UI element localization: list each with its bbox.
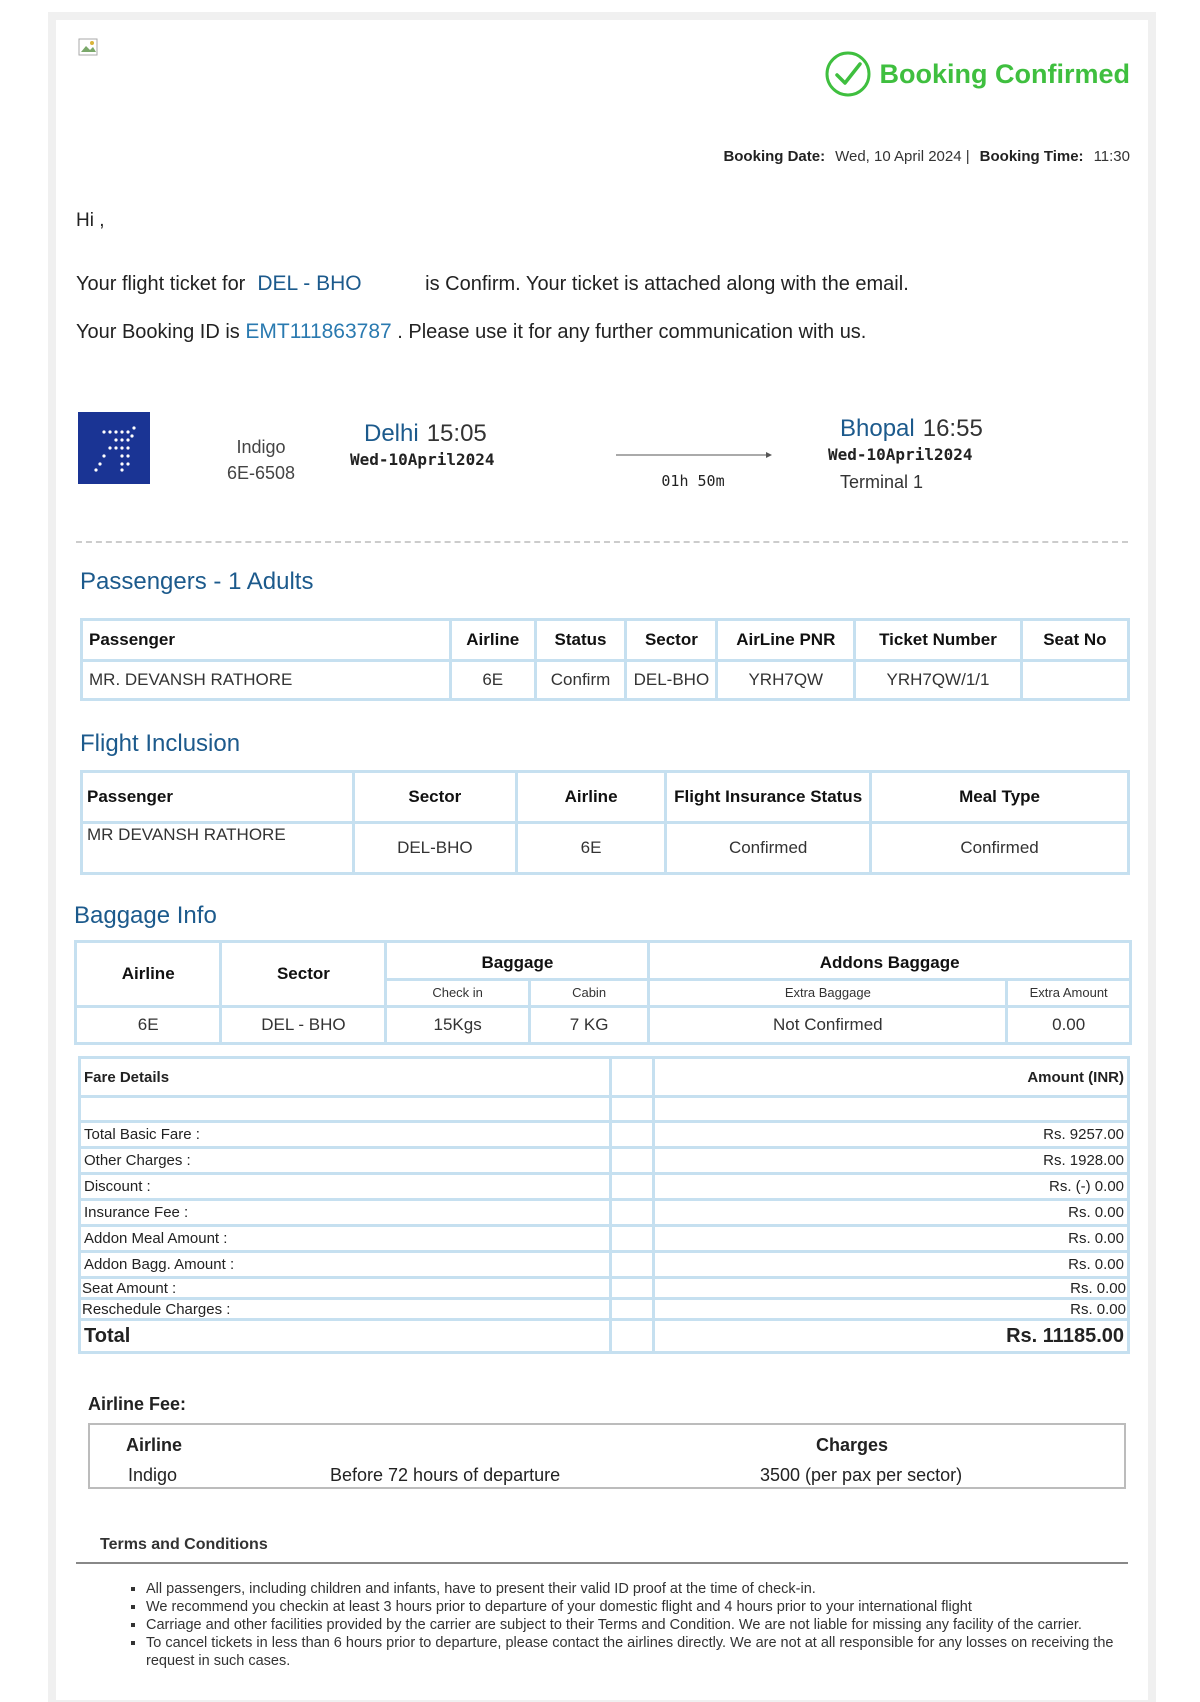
fare-label: Total Basic Fare : bbox=[81, 1123, 609, 1146]
cell-ticket: YRH7QW/1/1 bbox=[856, 662, 1020, 698]
cell-extra-amount: 0.00 bbox=[1008, 1008, 1129, 1042]
booking-time-label: Booking Time: bbox=[979, 148, 1084, 165]
fare-spacer bbox=[612, 1227, 652, 1250]
amount-title: Amount (INR) bbox=[655, 1059, 1127, 1095]
fare-table bbox=[78, 1056, 1130, 1354]
baggage-table bbox=[74, 940, 1132, 1045]
cell-passenger: MR DEVANSH RATHORE bbox=[83, 824, 352, 872]
fare-value: Rs. 0.00 bbox=[655, 1279, 1127, 1297]
col-airline-pnr: AirLine PNR bbox=[718, 621, 853, 659]
check-circle-icon bbox=[824, 50, 872, 98]
fare-row bbox=[81, 1227, 1127, 1250]
col-ticket-number: Ticket Number bbox=[856, 621, 1020, 659]
route-link[interactable]: DEL - BHO bbox=[257, 272, 362, 295]
fee-header-charges: Charges bbox=[816, 1435, 889, 1455]
line1-suffix: is Confirm. Your ticket is attached along with the email. bbox=[425, 273, 909, 295]
booking-time: 11:30 bbox=[1093, 148, 1130, 165]
fare-label: Addon Bagg. Amount : bbox=[81, 1253, 609, 1276]
cell-passenger: MR. DEVANSH RATHORE bbox=[83, 662, 449, 698]
arrival-date: Wed-10April2024 bbox=[828, 445, 973, 464]
col-airline: Airline bbox=[518, 773, 664, 821]
table-header-row bbox=[83, 621, 1127, 659]
greeting: Hi , bbox=[76, 210, 105, 231]
terms-item: ▪ To cancel tickets in less than 6 hours prior to departure, please contact the airlines directly. We are not at all responsible for any losses on receiving the request in such cases. bbox=[146, 1634, 1128, 1670]
flight-arrow-icon bbox=[616, 450, 776, 460]
arrival-block bbox=[828, 415, 983, 493]
fare-label: Reschedule Charges : bbox=[81, 1300, 609, 1318]
booking-date: Wed, 10 April 2024 | bbox=[835, 148, 970, 165]
fare-value: Rs. 9257.00 bbox=[655, 1123, 1127, 1146]
booking-id-link[interactable]: EMT111863787 bbox=[245, 320, 392, 343]
cell-insurance: Confirmed bbox=[667, 824, 869, 872]
blank-cell bbox=[612, 1098, 652, 1120]
fare-row bbox=[81, 1123, 1127, 1146]
fare-row bbox=[81, 1149, 1127, 1172]
cell-airline: 6E bbox=[77, 1008, 219, 1042]
col-sector: Sector bbox=[222, 943, 384, 1005]
fee-airline: Indigo bbox=[128, 1465, 178, 1485]
fee-condition: Before 72 hours of departure bbox=[330, 1465, 561, 1485]
cell-airline: 6E bbox=[518, 824, 664, 872]
fare-label: Discount : bbox=[81, 1175, 609, 1198]
fare-value: Rs. 0.00 bbox=[655, 1227, 1127, 1250]
cell-sector: DEL-BHO bbox=[627, 662, 715, 698]
fare-row bbox=[81, 1175, 1127, 1198]
flight-duration: 01h 50m bbox=[661, 472, 725, 490]
airline-name: Indigo bbox=[236, 437, 286, 457]
booking-status-text: Booking Confirmed bbox=[879, 58, 1130, 89]
total-value: Rs. 11185.00 bbox=[655, 1321, 1127, 1351]
table-row bbox=[77, 1008, 1129, 1042]
terms-item: ▪ All passengers, including children and infants, have to present their valid ID proof at the time of check-in. bbox=[146, 1580, 1128, 1598]
passengers-title: Passengers - 1 Adults bbox=[80, 568, 314, 595]
line2-prefix: Your Booking ID is bbox=[76, 321, 240, 343]
fare-spacer bbox=[612, 1123, 652, 1146]
col-seat-no: Seat No bbox=[1023, 621, 1127, 659]
fare-blank-row bbox=[81, 1098, 1127, 1120]
fare-spacer bbox=[612, 1279, 652, 1297]
cell-seat bbox=[1023, 662, 1127, 698]
col-checkin: Check in bbox=[387, 981, 527, 1005]
fare-title: Fare Details bbox=[81, 1059, 609, 1095]
fare-spacer bbox=[612, 1201, 652, 1224]
blank-cell bbox=[81, 1098, 609, 1120]
departure-block bbox=[350, 420, 495, 469]
blank-cell bbox=[655, 1098, 1127, 1120]
table-row bbox=[83, 824, 1127, 872]
fare-label: Seat Amount : bbox=[81, 1279, 609, 1297]
terms-list bbox=[130, 1580, 1128, 1670]
col-addons: Addons Baggage bbox=[650, 943, 1129, 978]
cell-meal: Confirmed bbox=[872, 824, 1127, 872]
line1-prefix: Your flight ticket for bbox=[76, 273, 246, 295]
cell-checkin: 15Kgs bbox=[387, 1008, 527, 1042]
flight-number: 6E-6508 bbox=[226, 463, 296, 483]
arrival-time: 16:55 bbox=[922, 415, 983, 442]
fare-spacer bbox=[612, 1321, 652, 1351]
fare-spacer bbox=[612, 1175, 652, 1198]
fare-value: Rs. 1928.00 bbox=[655, 1149, 1127, 1172]
airline-fee-box bbox=[88, 1423, 1126, 1489]
col-airline: Airline bbox=[452, 621, 534, 659]
cell-status: Confirm bbox=[537, 662, 625, 698]
col-extra-baggage: Extra Baggage bbox=[650, 981, 1005, 1005]
departure-date: Wed-10April2024 bbox=[350, 450, 495, 469]
fare-row bbox=[81, 1279, 1127, 1297]
terms-item: ▪ We recommend you checkin at least 3 hours prior to departure of your domestic flight and 4 hours prior to your international flight bbox=[146, 1598, 1128, 1616]
col-meal: Meal Type bbox=[872, 773, 1127, 821]
terms-divider bbox=[76, 1562, 1128, 1564]
col-extra-amount: Extra Amount bbox=[1008, 981, 1129, 1005]
fare-value: Rs. (-) 0.00 bbox=[655, 1175, 1127, 1198]
fare-total-row bbox=[81, 1321, 1127, 1351]
booking-meta bbox=[723, 148, 1130, 165]
passengers-table bbox=[80, 618, 1130, 701]
cell-pnr: YRH7QW bbox=[718, 662, 853, 698]
broken-image-icon bbox=[78, 38, 102, 60]
airline-fee-label: Airline Fee: bbox=[88, 1394, 187, 1414]
departure-time: 15:05 bbox=[426, 420, 487, 447]
col-cabin: Cabin bbox=[531, 981, 648, 1005]
confirmation-line bbox=[76, 272, 909, 296]
booking-status bbox=[824, 50, 1131, 98]
cell-airline: 6E bbox=[452, 662, 534, 698]
cell-extra-baggage: Not Confirmed bbox=[650, 1008, 1005, 1042]
section-divider bbox=[76, 541, 1128, 543]
fare-label: Addon Meal Amount : bbox=[81, 1227, 609, 1250]
fare-header-row bbox=[81, 1059, 1127, 1095]
cell-sector: DEL - BHO bbox=[222, 1008, 384, 1042]
page-background bbox=[48, 12, 1156, 1702]
col-status: Status bbox=[537, 621, 625, 659]
arrival-terminal: Terminal 1 bbox=[840, 472, 924, 492]
col-passenger: Passenger bbox=[83, 621, 449, 659]
fare-row bbox=[81, 1201, 1127, 1224]
arrival-city: Bhopal bbox=[840, 415, 915, 442]
terms-item: ▪ Carriage and other facilities provided by the carrier are subject to their Terms and Condition. We are not liable for missing any facility of the carrier. bbox=[146, 1616, 1128, 1634]
inclusion-table bbox=[80, 770, 1130, 875]
col-airline: Airline bbox=[77, 943, 219, 1005]
fare-value: Rs. 0.00 bbox=[655, 1300, 1127, 1318]
baggage-title: Baggage Info bbox=[74, 902, 217, 929]
ticket-card bbox=[56, 20, 1148, 1700]
col-passenger: Passenger bbox=[83, 773, 352, 821]
fare-spacer bbox=[612, 1149, 652, 1172]
col-insurance: Flight Insurance Status bbox=[667, 773, 869, 821]
col-sector: Sector bbox=[627, 621, 715, 659]
fare-row bbox=[81, 1253, 1127, 1276]
terms-title: Terms and Conditions bbox=[100, 1536, 268, 1553]
booking-id-line bbox=[76, 320, 866, 344]
cell-cabin: 7 KG bbox=[531, 1008, 648, 1042]
table-header-row bbox=[83, 773, 1127, 821]
col-baggage: Baggage bbox=[387, 943, 647, 978]
fare-label: Other Charges : bbox=[81, 1149, 609, 1172]
fare-spacer bbox=[612, 1253, 652, 1276]
fare-value: Rs. 0.00 bbox=[655, 1201, 1127, 1224]
total-label: Total bbox=[81, 1321, 609, 1351]
fare-value: Rs. 0.00 bbox=[655, 1253, 1127, 1276]
booking-date-label: Booking Date: bbox=[723, 148, 826, 165]
fare-row bbox=[81, 1300, 1127, 1318]
fare-spacer bbox=[612, 1300, 652, 1318]
col-sector: Sector bbox=[355, 773, 515, 821]
line2-suffix: . Please use it for any further communication with us. bbox=[397, 321, 867, 343]
fee-charges: 3500 (per pax per sector) bbox=[760, 1465, 963, 1485]
departure-city: Delhi bbox=[364, 420, 419, 447]
indigo-logo bbox=[78, 412, 150, 484]
table-row bbox=[83, 662, 1127, 698]
fare-spacer bbox=[612, 1059, 652, 1095]
airline-info bbox=[211, 434, 311, 486]
table-header-row bbox=[77, 943, 1129, 978]
cell-sector: DEL-BHO bbox=[355, 824, 515, 872]
inclusion-title: Flight Inclusion bbox=[80, 730, 241, 757]
fare-label: Insurance Fee : bbox=[81, 1201, 609, 1224]
fee-header-airline: Airline bbox=[126, 1435, 183, 1455]
